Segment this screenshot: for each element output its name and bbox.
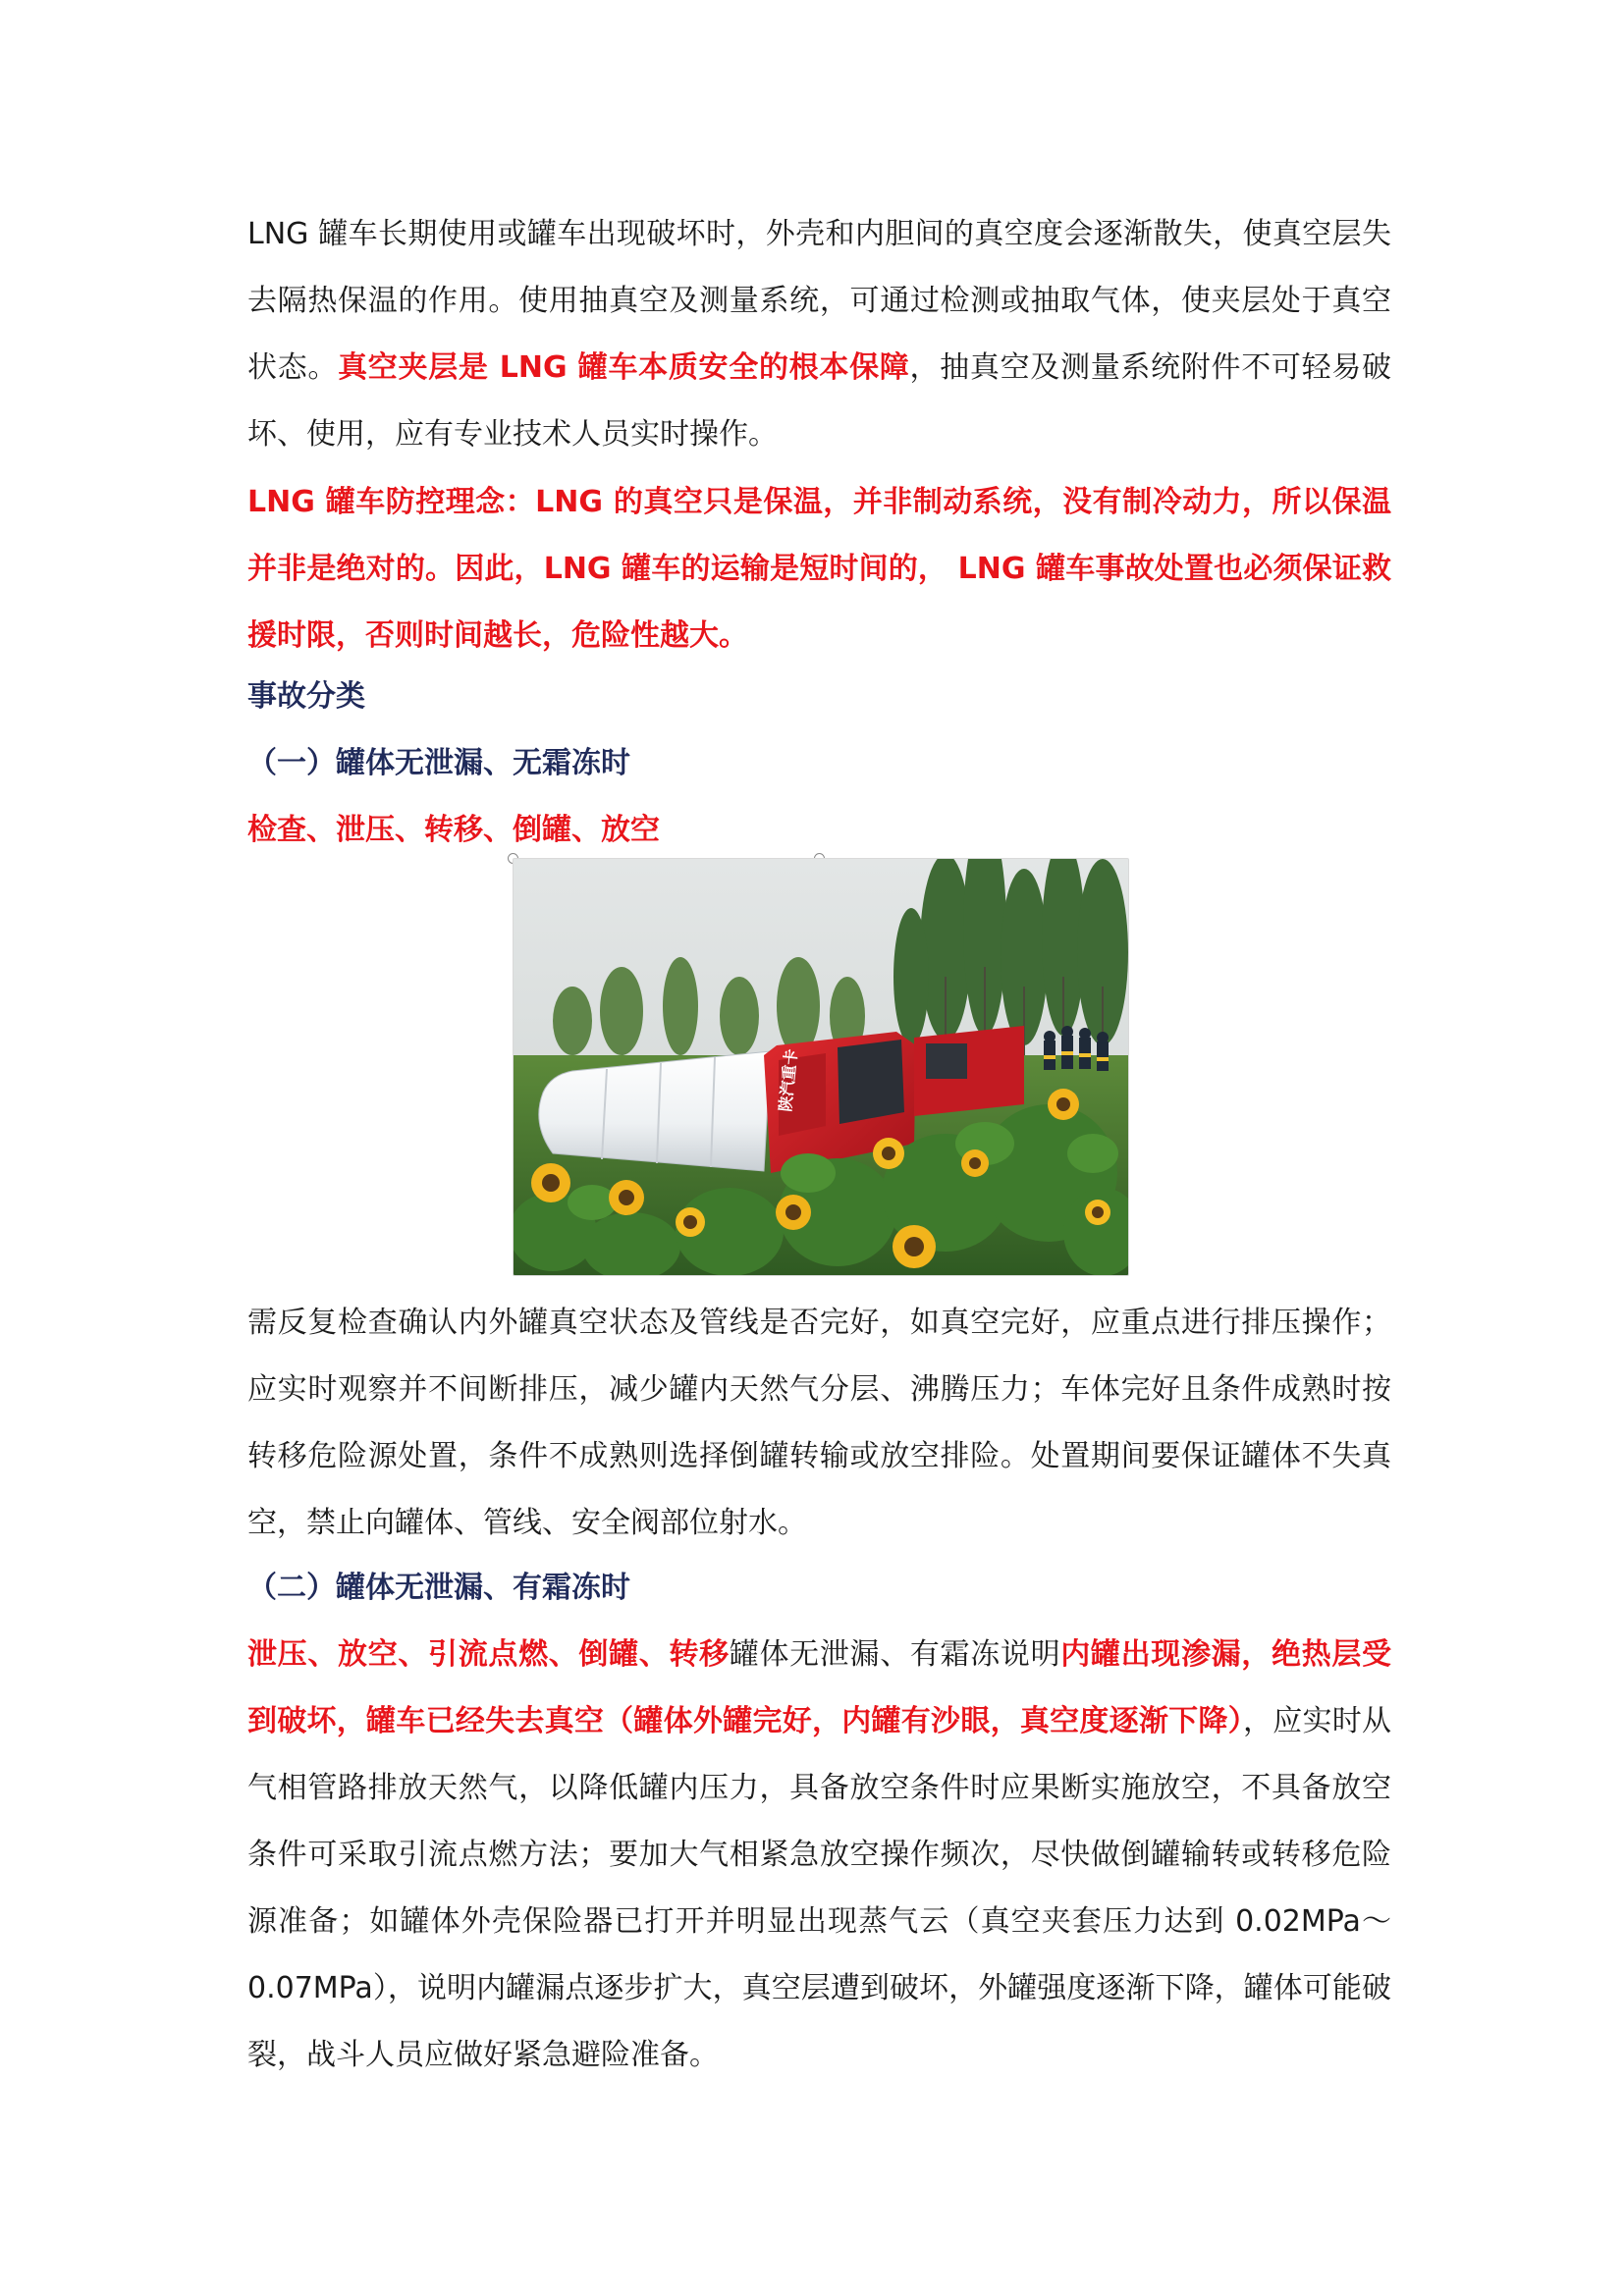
paragraph-prevention-concept: LNG 罐车防控理念：LNG 的真空只是保温，并非制动系统，没有制冷动力，所以保温并非是绝对的。因此，LNG 罐车的运输是短时间的， LNG 罐车事故处置也必须保证救援时限，否则时间越长，危险性越大。 <box>247 485 1391 653</box>
truck-brand-text: 陕汽重卡 <box>776 1047 801 1113</box>
heading-section-2: （二）罐体无泄漏、有霜冻时 <box>247 1571 630 1605</box>
overturned-lng-tanker-photo <box>513 858 1129 1276</box>
paragraph-section-1-body: 需反复检查确认内外罐真空状态及管线是否完好，如真空完好，应重点进行排压操作；应实时观察并不间断排压，减少罐内天然气分层、沸腾压力；车体完好且条件成熟时按转移危险源处置，条件不成熟则选择倒罐转输或放空排险。处置期间要保证罐体不失真空，禁止向罐体、管线、安全阀部位射水。 <box>247 1306 1391 1540</box>
paragraph-section-2-body <box>247 1622 1391 2089</box>
paragraph-vacuum-intro-tail: ，抽真空及测量系统附件不可轻易破坏、使用，应有专业技术人员实时操作。 <box>247 350 1392 452</box>
paragraph-vacuum-intro-text: LNG 罐车长期使用或罐车出现破坏时，外壳和内胆间的真空度会逐渐散失，使真空层失去隔热保温的作用。使用抽真空及测量系统，可通过检测或抽取气体，使夹层处于真空状态。 <box>247 217 1391 385</box>
highlight-vacuum-guarantee: 真空夹层是 LNG 罐车本质安全的根本保障 <box>338 350 910 385</box>
section-2-actions: 泄压、放空、引流点燃、倒罐、转移 <box>247 1637 730 1672</box>
section-2-body-intro: 罐体无泄漏、有霜冻说明 <box>729 1637 1061 1672</box>
paragraph-vacuum-intro <box>247 201 1391 468</box>
section-2-body-text: ，应实时从气相管路排放天然气，以降低罐内压力，具备放空条件时应果断实施放空，不具备放空条件可采取引流点燃方法；要加大气相紧急放空操作频次，尽快做倒罐输转或转移危险源准备；如罐体外壳保险器已打开并明显出现蒸气云（真空夹套压力达到 0.02MPa～0.07MPa），说明内罐漏点逐步扩大，真空层遭到破坏，外罐强度逐渐下降，罐体可能破裂，战斗人员应做好紧急避险准备。 <box>247 1704 1392 2072</box>
heading-section-1: （一）罐体无泄漏、无霜冻时 <box>247 746 630 780</box>
heading-accident-classification: 事故分类 <box>247 679 365 714</box>
section-1-actions: 检查、泄压、转移、倒罐、放空 <box>247 813 660 847</box>
highlight-inner-tank-leak: 内罐出现渗漏，绝热层受到破坏，罐车已经失去真空（罐体外罐完好，内罐有沙眼，真空度逐渐下降） <box>247 1637 1392 1738</box>
